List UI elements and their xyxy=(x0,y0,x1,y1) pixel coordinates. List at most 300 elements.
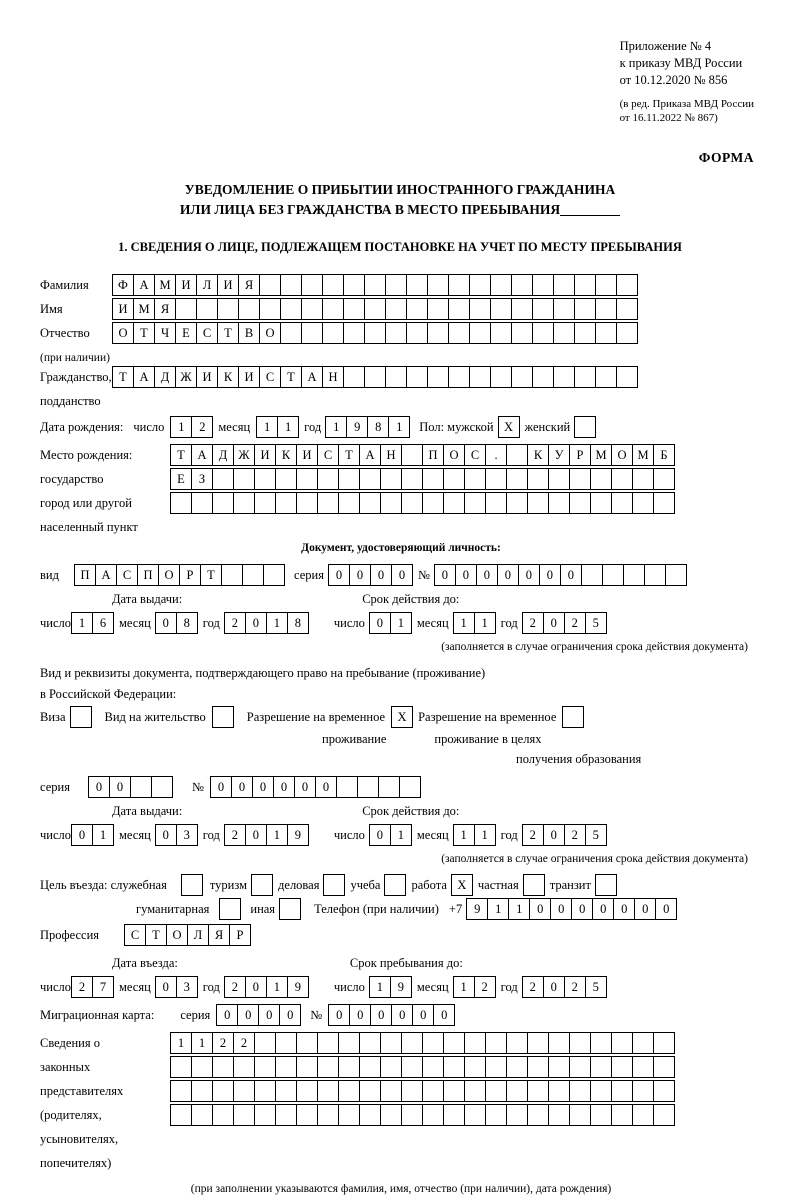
form-cell[interactable]: 1 xyxy=(369,976,391,998)
form-cell[interactable] xyxy=(443,468,465,490)
form-cell[interactable] xyxy=(338,1104,360,1126)
form-cell[interactable]: 1 xyxy=(487,898,509,920)
form-cell[interactable] xyxy=(590,468,612,490)
form-cell[interactable] xyxy=(653,468,675,490)
form-cell[interactable] xyxy=(380,492,402,514)
form-cell[interactable]: 0 xyxy=(315,776,337,798)
form-cell[interactable] xyxy=(443,1080,465,1102)
form-cell[interactable] xyxy=(469,274,491,296)
edu-residence-checkbox[interactable] xyxy=(562,706,583,728)
form-cell[interactable]: И xyxy=(112,298,134,320)
form-cell[interactable] xyxy=(359,1056,381,1078)
doc-valid-month-boxes[interactable] xyxy=(453,612,495,634)
form-cell[interactable] xyxy=(191,1056,213,1078)
form-cell[interactable] xyxy=(322,274,344,296)
citizenship-boxes[interactable] xyxy=(112,366,637,388)
form-cell[interactable]: П xyxy=(137,564,159,586)
form-cell[interactable]: Я xyxy=(208,924,230,946)
legal-row-4-boxes[interactable] xyxy=(170,1104,674,1126)
form-cell[interactable] xyxy=(548,1104,570,1126)
form-cell[interactable] xyxy=(590,1080,612,1102)
form-cell[interactable]: Е xyxy=(175,322,197,344)
form-cell[interactable]: 0 xyxy=(434,564,456,586)
form-cell[interactable]: Д xyxy=(154,366,176,388)
form-cell[interactable]: 5 xyxy=(585,612,607,634)
legal-row-3-boxes[interactable] xyxy=(170,1080,674,1102)
form-cell[interactable] xyxy=(469,366,491,388)
form-cell[interactable]: М xyxy=(133,298,155,320)
form-cell[interactable] xyxy=(338,492,360,514)
form-cell[interactable]: 5 xyxy=(585,976,607,998)
form-cell[interactable] xyxy=(191,1080,213,1102)
form-cell[interactable]: 3 xyxy=(176,824,198,846)
form-cell[interactable] xyxy=(490,366,512,388)
stay-number-boxes[interactable] xyxy=(210,776,420,798)
form-cell[interactable]: 8 xyxy=(367,416,389,438)
purpose-other-checkbox[interactable] xyxy=(279,898,300,920)
form-cell[interactable] xyxy=(653,1056,675,1078)
form-cell[interactable]: 1 xyxy=(325,416,347,438)
form-cell[interactable]: 0 xyxy=(634,898,656,920)
form-cell[interactable] xyxy=(548,492,570,514)
form-cell[interactable] xyxy=(359,1104,381,1126)
form-cell[interactable]: Н xyxy=(322,366,344,388)
form-cell[interactable]: Д xyxy=(212,444,234,466)
form-cell[interactable]: О xyxy=(443,444,465,466)
form-cell[interactable]: Б xyxy=(653,444,675,466)
form-cell[interactable] xyxy=(401,492,423,514)
form-cell[interactable] xyxy=(448,366,470,388)
form-cell[interactable]: О xyxy=(611,444,633,466)
form-cell[interactable]: 1 xyxy=(277,416,299,438)
form-cell[interactable] xyxy=(553,366,575,388)
form-cell[interactable] xyxy=(511,298,533,320)
form-cell[interactable] xyxy=(464,1104,486,1126)
form-cell[interactable] xyxy=(574,366,596,388)
form-cell[interactable] xyxy=(233,492,255,514)
form-cell[interactable] xyxy=(611,1080,633,1102)
form-cell[interactable]: Т xyxy=(170,444,192,466)
form-cell[interactable] xyxy=(399,776,421,798)
birthplace-city-boxes[interactable] xyxy=(170,468,674,490)
form-cell[interactable] xyxy=(590,1104,612,1126)
form-cell[interactable] xyxy=(553,322,575,344)
form-cell[interactable] xyxy=(511,274,533,296)
form-cell[interactable]: 1 xyxy=(388,416,410,438)
form-cell[interactable]: 2 xyxy=(191,416,213,438)
form-cell[interactable]: Т xyxy=(112,366,134,388)
form-cell[interactable] xyxy=(464,468,486,490)
form-cell[interactable] xyxy=(616,322,638,344)
form-cell[interactable] xyxy=(422,468,444,490)
form-cell[interactable] xyxy=(448,322,470,344)
form-cell[interactable] xyxy=(569,1104,591,1126)
form-cell[interactable] xyxy=(422,1080,444,1102)
form-cell[interactable] xyxy=(485,1104,507,1126)
form-cell[interactable] xyxy=(653,1080,675,1102)
form-cell[interactable]: 0 xyxy=(245,976,267,998)
form-cell[interactable]: К xyxy=(217,366,239,388)
form-cell[interactable] xyxy=(611,492,633,514)
form-cell[interactable] xyxy=(427,366,449,388)
form-cell[interactable] xyxy=(569,1032,591,1054)
form-cell[interactable] xyxy=(548,1056,570,1078)
form-cell[interactable] xyxy=(464,492,486,514)
form-cell[interactable]: Е xyxy=(170,468,192,490)
birthplace-state-boxes[interactable] xyxy=(170,444,674,466)
stay-issue-month-boxes[interactable] xyxy=(155,824,197,846)
form-cell[interactable]: 6 xyxy=(92,612,114,634)
form-cell[interactable]: Ж xyxy=(233,444,255,466)
form-cell[interactable]: 2 xyxy=(522,824,544,846)
form-cell[interactable] xyxy=(359,1032,381,1054)
form-cell[interactable]: 0 xyxy=(655,898,677,920)
form-cell[interactable]: 0 xyxy=(210,776,232,798)
form-cell[interactable]: 0 xyxy=(71,824,93,846)
form-cell[interactable]: Ж xyxy=(175,366,197,388)
form-cell[interactable] xyxy=(322,322,344,344)
form-cell[interactable] xyxy=(263,564,285,586)
form-cell[interactable] xyxy=(485,1032,507,1054)
form-cell[interactable]: 8 xyxy=(176,612,198,634)
form-cell[interactable]: 0 xyxy=(497,564,519,586)
form-cell[interactable] xyxy=(595,322,617,344)
form-cell[interactable] xyxy=(317,1080,339,1102)
form-cell[interactable]: Л xyxy=(187,924,209,946)
form-cell[interactable] xyxy=(296,492,318,514)
form-cell[interactable] xyxy=(401,1080,423,1102)
form-cell[interactable] xyxy=(665,564,687,586)
form-cell[interactable] xyxy=(632,468,654,490)
form-cell[interactable]: 2 xyxy=(522,612,544,634)
form-cell[interactable] xyxy=(385,298,407,320)
form-cell[interactable]: 0 xyxy=(571,898,593,920)
stay-valid-day-boxes[interactable] xyxy=(369,824,411,846)
form-cell[interactable]: 0 xyxy=(273,776,295,798)
form-cell[interactable] xyxy=(485,468,507,490)
form-cell[interactable]: А xyxy=(359,444,381,466)
form-cell[interactable]: Ч xyxy=(154,322,176,344)
purpose-work-checkbox[interactable] xyxy=(451,874,472,896)
form-cell[interactable]: Я xyxy=(154,298,176,320)
form-cell[interactable] xyxy=(296,1056,318,1078)
form-cell[interactable]: 0 xyxy=(592,898,614,920)
form-cell[interactable]: А xyxy=(301,366,323,388)
form-cell[interactable] xyxy=(611,1104,633,1126)
form-cell[interactable] xyxy=(338,1080,360,1102)
form-cell[interactable] xyxy=(569,492,591,514)
form-cell[interactable] xyxy=(532,274,554,296)
purpose-humanitarian-checkbox[interactable] xyxy=(219,898,240,920)
form-cell[interactable] xyxy=(280,298,302,320)
stay-issue-day-boxes[interactable] xyxy=(71,824,113,846)
form-cell[interactable] xyxy=(427,322,449,344)
mig-number-boxes[interactable] xyxy=(328,1004,454,1026)
form-cell[interactable] xyxy=(422,1104,444,1126)
form-cell[interactable] xyxy=(506,1056,528,1078)
form-cell[interactable]: 0 xyxy=(237,1004,259,1026)
form-cell[interactable] xyxy=(632,1056,654,1078)
form-cell[interactable] xyxy=(301,298,323,320)
form-cell[interactable] xyxy=(490,298,512,320)
form-cell[interactable]: 2 xyxy=(224,824,246,846)
form-cell[interactable] xyxy=(359,1080,381,1102)
form-cell[interactable]: Ф xyxy=(112,274,134,296)
form-cell[interactable] xyxy=(616,366,638,388)
form-cell[interactable] xyxy=(548,1080,570,1102)
form-cell[interactable] xyxy=(378,776,400,798)
form-cell[interactable] xyxy=(380,1056,402,1078)
form-cell[interactable] xyxy=(590,492,612,514)
form-cell[interactable] xyxy=(233,468,255,490)
form-cell[interactable]: 1 xyxy=(266,824,288,846)
form-cell[interactable] xyxy=(70,706,92,728)
form-cell[interactable]: О xyxy=(112,322,134,344)
form-cell[interactable] xyxy=(343,366,365,388)
residence-checkbox[interactable] xyxy=(212,706,233,728)
form-cell[interactable] xyxy=(221,564,243,586)
entry-month-boxes[interactable] xyxy=(155,976,197,998)
form-cell[interactable] xyxy=(616,274,638,296)
form-cell[interactable] xyxy=(511,322,533,344)
form-cell[interactable] xyxy=(336,776,358,798)
form-cell[interactable] xyxy=(427,274,449,296)
surname-boxes[interactable] xyxy=(112,274,637,296)
form-cell[interactable] xyxy=(653,492,675,514)
form-cell[interactable]: X xyxy=(498,416,520,438)
birthplace-city-boxes-2[interactable] xyxy=(170,492,674,514)
form-cell[interactable] xyxy=(212,1080,234,1102)
form-cell[interactable] xyxy=(380,468,402,490)
form-cell[interactable]: С xyxy=(124,924,146,946)
form-cell[interactable]: 2 xyxy=(564,824,586,846)
form-cell[interactable] xyxy=(254,1104,276,1126)
form-cell[interactable] xyxy=(527,1032,549,1054)
form-cell[interactable] xyxy=(233,1056,255,1078)
form-cell[interactable] xyxy=(259,274,281,296)
form-cell[interactable]: 0 xyxy=(245,824,267,846)
form-cell[interactable]: М xyxy=(590,444,612,466)
doc-issue-year-boxes[interactable] xyxy=(224,612,308,634)
form-cell[interactable] xyxy=(170,1080,192,1102)
form-cell[interactable]: 0 xyxy=(370,564,392,586)
form-cell[interactable] xyxy=(296,1080,318,1102)
doc-valid-day-boxes[interactable] xyxy=(369,612,411,634)
form-cell[interactable]: Т xyxy=(217,322,239,344)
form-cell[interactable]: 0 xyxy=(433,1004,455,1026)
purpose-official-checkbox[interactable] xyxy=(181,874,202,896)
form-cell[interactable] xyxy=(385,274,407,296)
form-cell[interactable]: X xyxy=(391,706,413,728)
form-cell[interactable]: Р xyxy=(569,444,591,466)
form-cell[interactable] xyxy=(527,1104,549,1126)
form-cell[interactable]: К xyxy=(527,444,549,466)
entry-day-boxes[interactable] xyxy=(71,976,113,998)
stay-end-day-boxes[interactable] xyxy=(369,976,411,998)
form-cell[interactable] xyxy=(254,1032,276,1054)
form-cell[interactable] xyxy=(632,492,654,514)
form-cell[interactable]: 2 xyxy=(233,1032,255,1054)
form-cell[interactable] xyxy=(427,298,449,320)
form-cell[interactable] xyxy=(527,468,549,490)
form-cell[interactable]: 2 xyxy=(564,976,586,998)
form-cell[interactable]: И xyxy=(175,274,197,296)
form-cell[interactable] xyxy=(254,468,276,490)
form-cell[interactable] xyxy=(574,416,596,438)
form-cell[interactable]: 0 xyxy=(349,1004,371,1026)
form-cell[interactable] xyxy=(296,468,318,490)
profession-boxes[interactable] xyxy=(124,924,250,946)
form-cell[interactable] xyxy=(574,298,596,320)
form-cell[interactable]: 0 xyxy=(412,1004,434,1026)
form-cell[interactable]: 0 xyxy=(252,776,274,798)
doc-series-boxes[interactable] xyxy=(328,564,412,586)
form-cell[interactable] xyxy=(611,1056,633,1078)
form-cell[interactable]: Т xyxy=(133,322,155,344)
form-cell[interactable] xyxy=(616,298,638,320)
form-cell[interactable]: П xyxy=(74,564,96,586)
form-cell[interactable] xyxy=(242,564,264,586)
form-cell[interactable]: 0 xyxy=(391,1004,413,1026)
form-cell[interactable] xyxy=(532,322,554,344)
form-cell[interactable]: 0 xyxy=(550,898,572,920)
form-cell[interactable]: Т xyxy=(200,564,222,586)
form-cell[interactable] xyxy=(464,1032,486,1054)
form-cell[interactable] xyxy=(490,274,512,296)
form-cell[interactable] xyxy=(279,898,301,920)
form-cell[interactable] xyxy=(532,366,554,388)
form-cell[interactable]: С xyxy=(196,322,218,344)
form-cell[interactable]: 1 xyxy=(474,824,496,846)
form-cell[interactable] xyxy=(191,1104,213,1126)
form-cell[interactable]: 2 xyxy=(212,1032,234,1054)
form-cell[interactable]: 1 xyxy=(474,612,496,634)
form-cell[interactable]: С xyxy=(464,444,486,466)
form-cell[interactable]: 0 xyxy=(328,564,350,586)
form-cell[interactable] xyxy=(469,322,491,344)
form-cell[interactable]: 0 xyxy=(455,564,477,586)
form-cell[interactable]: 8 xyxy=(287,612,309,634)
form-cell[interactable]: 0 xyxy=(349,564,371,586)
form-cell[interactable]: З xyxy=(191,468,213,490)
form-cell[interactable] xyxy=(296,1104,318,1126)
form-cell[interactable] xyxy=(191,492,213,514)
form-cell[interactable]: П xyxy=(422,444,444,466)
stay-valid-month-boxes[interactable] xyxy=(453,824,495,846)
form-cell[interactable] xyxy=(343,322,365,344)
form-cell[interactable]: 1 xyxy=(191,1032,213,1054)
form-cell[interactable] xyxy=(380,1032,402,1054)
form-cell[interactable] xyxy=(532,298,554,320)
form-cell[interactable]: А xyxy=(133,366,155,388)
form-cell[interactable] xyxy=(364,366,386,388)
form-cell[interactable]: И xyxy=(238,366,260,388)
form-cell[interactable] xyxy=(233,1104,255,1126)
form-cell[interactable] xyxy=(317,468,339,490)
form-cell[interactable]: 0 xyxy=(328,1004,350,1026)
form-cell[interactable] xyxy=(280,274,302,296)
form-cell[interactable]: 0 xyxy=(543,976,565,998)
form-cell[interactable] xyxy=(401,1056,423,1078)
form-cell[interactable]: Р xyxy=(179,564,201,586)
sex-female-checkbox[interactable] xyxy=(574,416,595,438)
form-cell[interactable]: Н xyxy=(380,444,402,466)
form-cell[interactable] xyxy=(632,1080,654,1102)
form-cell[interactable] xyxy=(574,322,596,344)
form-cell[interactable] xyxy=(212,706,234,728)
form-cell[interactable]: 2 xyxy=(224,612,246,634)
form-cell[interactable] xyxy=(506,1032,528,1054)
form-cell[interactable] xyxy=(233,1080,255,1102)
form-cell[interactable]: 1 xyxy=(170,416,192,438)
form-cell[interactable]: И xyxy=(254,444,276,466)
form-cell[interactable]: 2 xyxy=(522,976,544,998)
form-cell[interactable]: 1 xyxy=(92,824,114,846)
form-cell[interactable] xyxy=(338,1056,360,1078)
stay-end-month-boxes[interactable] xyxy=(453,976,495,998)
form-cell[interactable] xyxy=(595,366,617,388)
form-cell[interactable]: 2 xyxy=(564,612,586,634)
form-cell[interactable]: Л xyxy=(196,274,218,296)
form-cell[interactable] xyxy=(485,1056,507,1078)
form-cell[interactable]: 1 xyxy=(266,976,288,998)
form-cell[interactable] xyxy=(595,298,617,320)
form-cell[interactable] xyxy=(506,444,528,466)
form-cell[interactable] xyxy=(443,1032,465,1054)
form-cell[interactable]: А xyxy=(95,564,117,586)
form-cell[interactable] xyxy=(469,298,491,320)
form-cell[interactable] xyxy=(506,468,528,490)
stay-series-boxes[interactable] xyxy=(88,776,172,798)
form-cell[interactable]: 1 xyxy=(71,612,93,634)
form-cell[interactable]: Т xyxy=(280,366,302,388)
form-cell[interactable] xyxy=(196,298,218,320)
form-cell[interactable]: 7 xyxy=(92,976,114,998)
form-cell[interactable] xyxy=(490,322,512,344)
form-cell[interactable] xyxy=(653,1104,675,1126)
doc-type-boxes[interactable] xyxy=(74,564,284,586)
form-cell[interactable] xyxy=(251,874,273,896)
form-cell[interactable]: 1 xyxy=(266,612,288,634)
form-cell[interactable]: . xyxy=(485,444,507,466)
form-cell[interactable] xyxy=(259,298,281,320)
form-cell[interactable] xyxy=(406,366,428,388)
purpose-tourism-checkbox[interactable] xyxy=(251,874,272,896)
form-cell[interactable] xyxy=(548,468,570,490)
form-cell[interactable] xyxy=(301,322,323,344)
form-cell[interactable] xyxy=(170,1104,192,1126)
form-cell[interactable]: М xyxy=(632,444,654,466)
form-cell[interactable]: О xyxy=(259,322,281,344)
form-cell[interactable]: И xyxy=(296,444,318,466)
birth-year-boxes[interactable] xyxy=(325,416,409,438)
form-cell[interactable]: 0 xyxy=(155,976,177,998)
form-cell[interactable] xyxy=(653,1032,675,1054)
form-cell[interactable] xyxy=(384,874,406,896)
form-cell[interactable] xyxy=(511,366,533,388)
form-cell[interactable]: Т xyxy=(338,444,360,466)
stay-issue-year-boxes[interactable] xyxy=(224,824,308,846)
form-cell[interactable] xyxy=(212,1056,234,1078)
form-cell[interactable] xyxy=(401,468,423,490)
form-cell[interactable]: 0 xyxy=(155,824,177,846)
entry-year-boxes[interactable] xyxy=(224,976,308,998)
form-cell[interactable] xyxy=(401,444,423,466)
visa-checkbox[interactable] xyxy=(70,706,91,728)
form-cell[interactable] xyxy=(506,1104,528,1126)
form-cell[interactable] xyxy=(317,1104,339,1126)
form-cell[interactable] xyxy=(317,492,339,514)
